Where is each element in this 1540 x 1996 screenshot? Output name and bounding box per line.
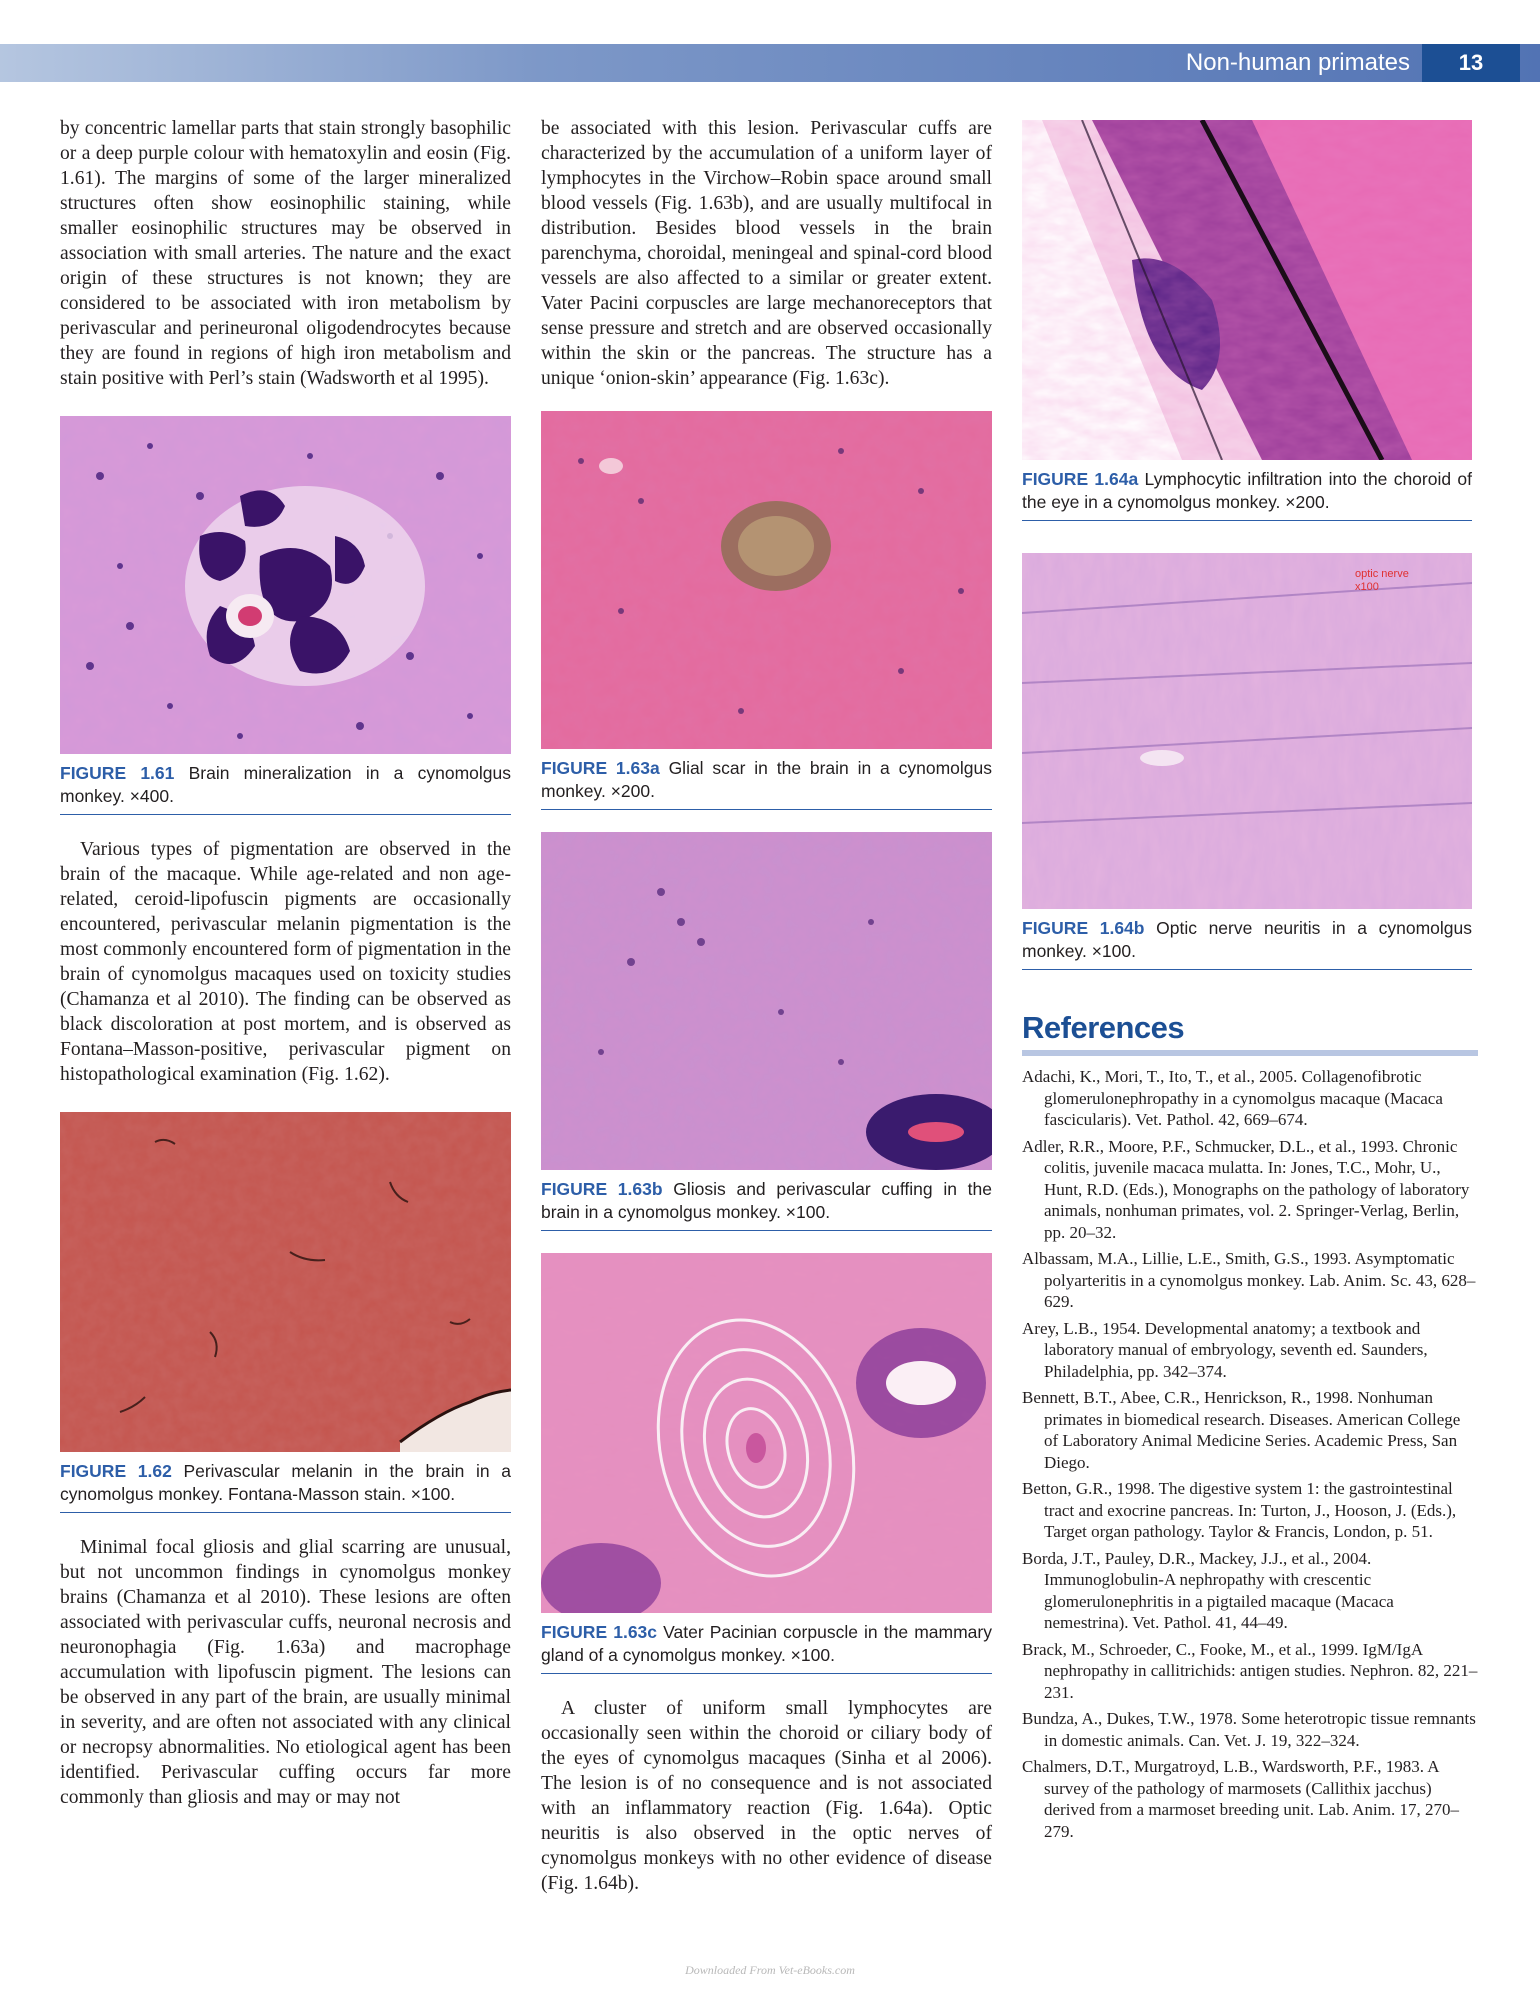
figure-1-63a xyxy=(541,411,992,810)
reference-item: Brack, M., Schroeder, C., Fooke, M., et al., 1999. IgM/IgA nephropathy in callitrichids: antigen studies. Nephron. 82, 221–231. xyxy=(1022,1639,1478,1702)
reference-item: Bundza, A., Dukes, T.W., 1978. Some heterotropic tissue remnants in domestic animals. Can. Vet. J. 19, 322–324. xyxy=(1022,1709,1476,1750)
caption-text: Vater Pacinian corpuscle in the mammary gland of a cynomolgus monkey. ×100. xyxy=(541,1622,992,1665)
column-right xyxy=(1022,120,1478,1847)
paragraph: be associated with this lesion. Perivascular cuffs are characterized by the accumulation of a uniform layer of lymphocytes in the Virchow–Robin space around small blood vessels (Fig. 1.63b), and are usually multifocal in distribution. Besides blood vessels in the brain parenchyma, choroidal, meningeal and spinal-cord blood vessels are also affected to a similar or greater extent. Vater Pacini corpuscles are large mechanoreceptors that sense pressure and stretch and are observed occasionally within the skin or the pancreas. The structure has a unique ‘onion-skin’ appearance (Fig. 1.63c). xyxy=(541,118,992,389)
figure-caption xyxy=(1022,460,1472,521)
reference-list xyxy=(1022,1066,1478,1842)
figure-caption xyxy=(541,1613,992,1674)
caption-text: Perivascular melanin in the brain in a cynomolgus monkey. Fontana-Masson stain. ×100. xyxy=(60,1461,511,1504)
reference-item: Borda, J.T., Pauley, D.R., Mackey, J.J., et al., 2004. Immunoglobulin-A nephropathy with crescentic glomerulonephritis in a pigtailed macaque (Macaca nemestrina). Vet. Pathol. 41, 44–49. xyxy=(1022,1548,1394,1632)
figure-caption xyxy=(541,749,992,810)
caption-text: Optic nerve neuritis in a cynomolgus monkey. ×100. xyxy=(1022,918,1472,961)
micrograph-perivascular-melanin xyxy=(60,1112,511,1452)
caption-text: Brain mineralization in a cynomolgus monkey. ×400. xyxy=(60,763,511,806)
figure-1-63b xyxy=(541,832,992,1231)
figure-caption xyxy=(60,754,511,815)
caption-text: Glial scar in the brain in a cynomolgus monkey. ×200. xyxy=(541,758,992,801)
figure-label: FIGURE 1.64b xyxy=(1022,918,1145,938)
micrograph-label-line1: optic nerve xyxy=(1355,568,1409,580)
figure-label: FIGURE 1.63a xyxy=(541,758,660,778)
figure-1-64b xyxy=(1022,553,1472,970)
reference-item: Bennett, B.T., Abee, C.R., Henrickson, R., 1998. Nonhuman primates in biomedical research. Diseases. American College of Laboratory Animal Medicine Series. Academic Press, San Diego. xyxy=(1022,1388,1461,1472)
reference-item: Arey, L.B., 1954. Developmental anatomy; a textbook and laboratory manual of embryology, seventh ed. Saunders, Philadelphia, pp. 342–374. xyxy=(1022,1318,1428,1381)
figure-label: FIGURE 1.61 xyxy=(60,763,175,783)
figure-caption xyxy=(60,1452,511,1513)
caption-text: Gliosis and perivascular cuffing in the brain in a cynomolgus monkey. ×100. xyxy=(541,1179,992,1222)
micrograph-label-line2: x100 xyxy=(1355,581,1379,593)
download-watermark: Downloaded From Vet-eBooks.com xyxy=(685,1963,855,1977)
paragraph: Various types of pigmentation are observed in the brain of the macaque. While age-related and non age-related, ceroid-lipofuscin pigments are occasionally encountered, perivascular melanin pigmentation is the most commonly encountered form of pigmentation in the brain of cynomolgus macaques used on toxicity studies (Chamanza et al 2010). The finding can be observed as black discoloration at post mortem, and is observed as Fontana–Masson-positive, perivascular pigment on histopathological examination (Fig. 1.62). xyxy=(60,839,511,1085)
column-middle xyxy=(541,116,992,1896)
figure-1-64a xyxy=(1022,120,1472,521)
figure-1-61 xyxy=(60,416,511,815)
micrograph-optic-nerve xyxy=(1022,553,1472,909)
micrograph-choroid-infiltration xyxy=(1022,120,1472,460)
paragraph: A cluster of uniform small lymphocytes are occasionally seen within the choroid or ciliary body of the eyes of cynomolgus macaques (Sinha et al 2006). The lesion is of no consequence and is not associated with an inflammatory reaction (Fig. 1.64a). Optic neuritis is also observed in the optic nerves of cynomolgus monkeys with no other evidence of disease (Fig. 1.64b). xyxy=(541,1698,992,1894)
references-section xyxy=(1022,1010,1478,1842)
figure-1-62 xyxy=(60,1112,511,1513)
figure-label: FIGURE 1.62 xyxy=(60,1461,172,1481)
micrograph-brain-mineralization xyxy=(60,416,511,754)
reference-item: Adachi, K., Mori, T., Ito, T., et al., 2005. Collagenofibrotic glomerulonephropathy in a cynomolgus macaque (Macaca fascicularis). Vet. Pathol. 42, 669–674. xyxy=(1022,1067,1443,1129)
page-number: 13 xyxy=(1422,44,1520,82)
reference-item: Albassam, M.A., Lillie, L.E., Smith, G.S., 1993. Asymptomatic polyarteritis in a cynomolgus monkey. Lab. Anim. Sc. 43, 628–629. xyxy=(1022,1249,1476,1311)
references-rule xyxy=(1022,1050,1478,1056)
paragraph: by concentric lamellar parts that stain strongly basophilic or a deep purple colour with hematoxylin and eosin (Fig. 1.61). The margins of some of the larger mineralized structures often show eosinophilic staining, while smaller eosinophilic structures may be observed in association with small arteries. The nature and the exact origin of these structures is not known; they are considered to be associated with iron metabolism by perivascular and perineuronal oligodendrocytes because they are found in regions of high iron metabolism and stain positive with Perl’s stain (Wadsworth et al 1995). xyxy=(60,118,511,389)
figure-label: FIGURE 1.63b xyxy=(541,1179,663,1199)
paragraph: Minimal focal gliosis and glial scarring are unusual, but not uncommon findings in cynomolgus monkey brains (Chamanza et al 2010). These lesions are often associated with perivascular cuffs, neuronal necrosis and neuronophagia (Fig. 1.63a) and macrophage accumulation with lipofuscin pigment. The lesions can be observed in any part of the brain, are usually minimal in severity, and are often not associated with any clinical or necropsy abnormalities. No etiological agent has been identified. Perivascular cuffing occurs far more commonly than gliosis and may or may not xyxy=(60,1537,511,1808)
running-head: Non-human primates xyxy=(1185,49,1410,76)
reference-item: Chalmers, D.T., Murgatroyd, L.B., Wardsworth, P.F., 1983. A survey of the pathology of marmosets (Callithix jacchus) derived from a marmoset breeding unit. Lab. Anim. 17, 270–279. xyxy=(1022,1757,1459,1841)
references-heading: References xyxy=(1022,1010,1185,1045)
figure-label: FIGURE 1.64a xyxy=(1022,469,1139,489)
reference-item: Betton, G.R., 1998. The digestive system 1: the gastrointestinal tract and exocrine pancreas. In: Turton, J., Hooson, J. (Eds.), Target organ pathology. Taylor & Francis, London, p. 51. xyxy=(1022,1479,1457,1541)
micrograph-glial-scar xyxy=(541,411,992,749)
caption-text: Lymphocytic infiltration into the choroid of the eye in a cynomolgus monkey. ×200. xyxy=(1022,469,1472,512)
figure-label: FIGURE 1.63c xyxy=(541,1622,658,1642)
figure-caption xyxy=(1022,909,1472,970)
micrograph-pacinian-corpuscle xyxy=(541,1253,992,1613)
reference-item: Adler, R.R., Moore, P.F., Schmucker, D.L., et al., 1993. Chronic colitis, juvenile macaca mulatta. In: Jones, T.C., Mohr, U., Hunt, R.D. (Eds.), Monographs on the pathology of laboratory animals, nonhuman primates, vol. 2. Springer-Verlag, Berlin, pp. 20–32. xyxy=(1022,1136,1470,1242)
column-left xyxy=(60,116,511,1810)
figure-caption xyxy=(541,1170,992,1231)
figure-1-63c xyxy=(541,1253,992,1674)
micrograph-gliosis-cuffing xyxy=(541,832,992,1170)
